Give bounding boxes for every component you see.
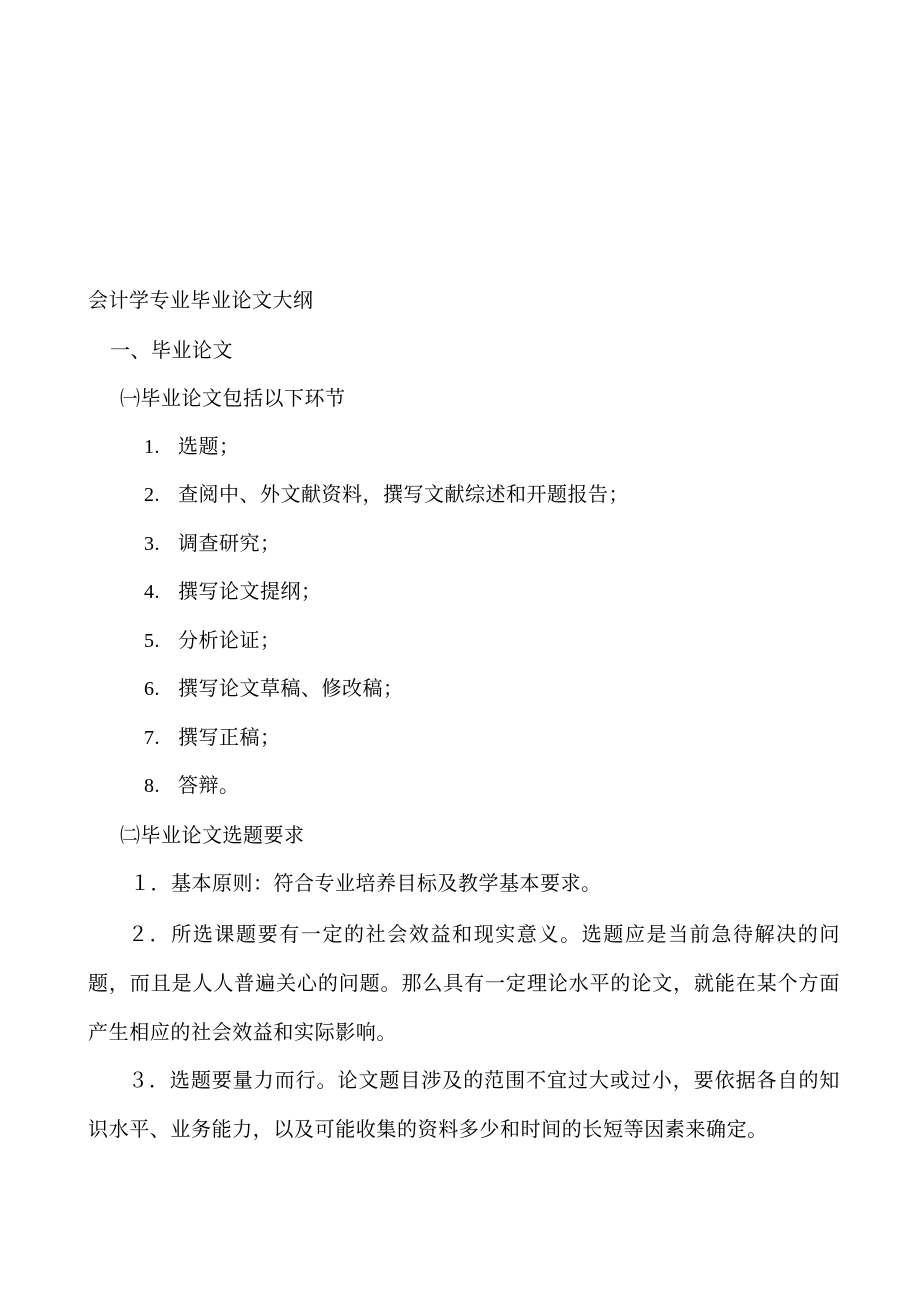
document-title: 会计学专业毕业论文大纲 xyxy=(88,288,314,312)
subsection-heading-topic-requirements: ㈡毕业论文选题要求 xyxy=(120,823,305,847)
list-item-number: 6. xyxy=(144,678,160,700)
list-item xyxy=(144,773,240,798)
list-item xyxy=(144,434,240,459)
list-item-number: 3. xyxy=(144,533,160,555)
list-item xyxy=(144,725,281,750)
list-item-text: 答辩。 xyxy=(178,773,240,797)
list-item-text: 查阅中、外文献资料，撰写文献综述和开题报告； xyxy=(178,482,629,506)
requirement-paragraph-social-benefit: ２．所选课题要有一定的社会效益和现实意义。选题应是当前急待解决的问题，而且是人人普遍关心的问题。那么具有一定理论水平的论文，就能在某个方面产生相应的社会效益和实际影响。 xyxy=(88,922,840,1044)
list-item-number: 8. xyxy=(144,775,160,797)
list-item xyxy=(144,482,629,507)
list-item-number: 2. xyxy=(144,484,160,506)
list-item-number: 5. xyxy=(144,630,160,652)
list-item-text: 撰写论文提纲； xyxy=(178,579,322,603)
list-item xyxy=(144,531,281,556)
list-item-number: 4. xyxy=(144,581,160,603)
section-heading-graduation-thesis: 一、毕业论文 xyxy=(110,338,233,362)
requirement-paragraph-basic-principle: １．基本原则：符合专业培养目标及教学基本要求。 xyxy=(130,871,602,895)
list-item-text: 调查研究； xyxy=(178,531,281,555)
requirement-paragraph-feasibility: ３．选题要量力而行。论文题目涉及的范围不宜过大或过小，要依据各自的知识水平、业务能力，以及可能收集的资料多少和时间的长短等因素来确定。 xyxy=(88,1068,840,1141)
list-item-text: 分析论证； xyxy=(178,628,281,652)
list-item xyxy=(144,676,404,701)
list-item xyxy=(144,628,281,653)
list-item xyxy=(144,579,322,604)
subsection-heading-thesis-stages: ㈠毕业论文包括以下环节 xyxy=(120,386,346,410)
list-item-text: 选题； xyxy=(178,434,240,458)
list-item-text: 撰写论文草稿、修改稿； xyxy=(178,676,404,700)
list-item-number: 1. xyxy=(144,436,160,458)
list-item-text: 撰写正稿； xyxy=(178,725,281,749)
list-item-number: 7. xyxy=(144,727,160,749)
